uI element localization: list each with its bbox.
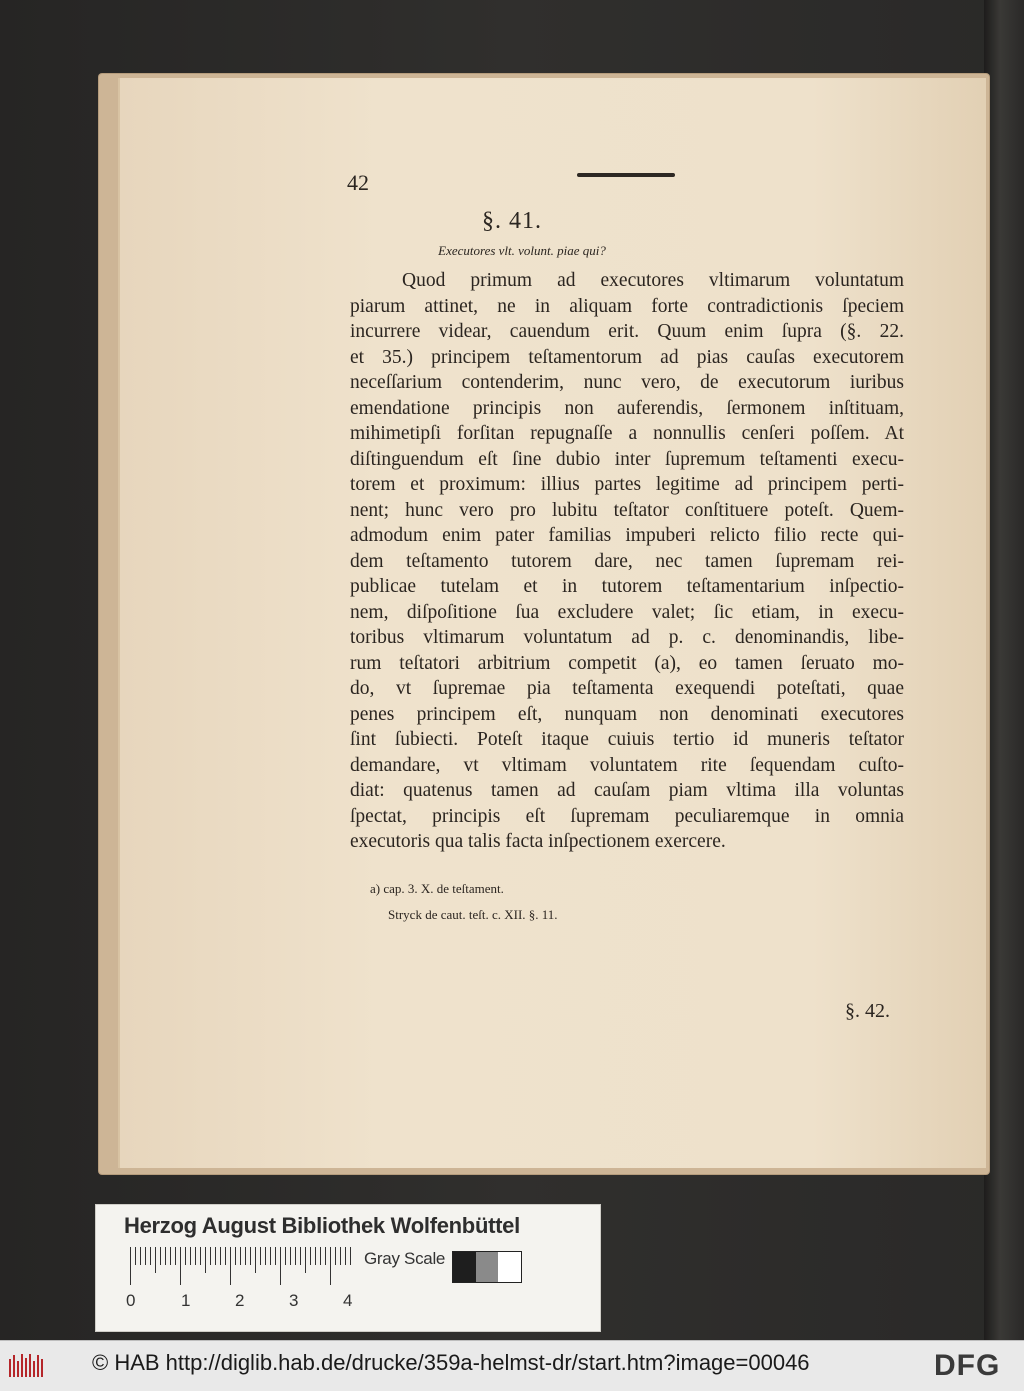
ruler-tick (160, 1247, 161, 1265)
footnote: Stryck de caut. teſt. c. XII. §. 11. (388, 907, 558, 922)
footnote: a) cap. 3. X. de teſtament. (370, 881, 504, 896)
ruler-tick (235, 1247, 236, 1265)
ruler-tick (195, 1247, 196, 1265)
ruler-tick (280, 1247, 281, 1285)
ruler-tick (250, 1247, 251, 1265)
ruler-tick (135, 1247, 136, 1265)
ruler-tick (175, 1247, 176, 1265)
library-name: Herzog August Bibliothek Wolfenbüttel (124, 1213, 520, 1238)
text-line: demandare, vt vltimam voluntatem rite ſequendam cuſto- (350, 754, 904, 776)
ruler (130, 1247, 350, 1285)
color-calibration-bar (95, 1204, 601, 1332)
text-line: mihimetipſi forſitan repugnaſſe a nonnullis cenſeri poſſem. At (350, 423, 904, 444)
ruler-tick (200, 1247, 201, 1265)
ruler-number: 1 (181, 1291, 191, 1310)
section-subtitle: Executores vlt. volunt. piae qui? (438, 243, 606, 258)
ruler-tick (275, 1247, 276, 1265)
text-line: torem et proximum: illius partes legitime ad principem perti- (350, 474, 904, 495)
text-line: nem, diſpoſitione ſua excludere valet; ſic etiam, in execu- (350, 601, 904, 623)
ruler-tick (285, 1247, 286, 1265)
ruler-tick (210, 1247, 211, 1265)
ruler-tick (270, 1247, 271, 1265)
text-line: executoris qua talis facta inſpectionem exercere. (350, 831, 726, 852)
ruler-tick (205, 1247, 206, 1273)
text-line: ſint ſubiecti. Poteſt itaque cuiuis tertio id muneris teſtator (350, 729, 904, 750)
ruler-tick (240, 1247, 241, 1265)
ruler-tick (305, 1247, 306, 1273)
text-line: piarum attinet, ne in aliquam forte contradictionis ſpeciem (350, 295, 904, 317)
ruler-tick (230, 1247, 231, 1285)
text-line: rum teſtatori arbitrium competit (a), eo tamen ſeruato mo- (350, 652, 904, 674)
gray-swatch (476, 1252, 499, 1282)
ruler-tick (185, 1247, 186, 1265)
ruler-tick (330, 1247, 331, 1285)
ruler-tick (215, 1247, 216, 1265)
ruler-tick (350, 1247, 351, 1265)
ruler-tick (290, 1247, 291, 1265)
ruler-number: 0 (126, 1291, 136, 1310)
catchword: §. 42. (845, 1000, 890, 1022)
ruler-tick (180, 1247, 181, 1285)
ruler-tick (145, 1247, 146, 1265)
text-line: diſtinguendum eſt ſine dubio inter ſupremum teſtamenti execu- (350, 448, 904, 470)
book-binding-edge (984, 0, 1024, 1340)
ruler-tick (170, 1247, 171, 1265)
text-line: dem teſtamento tutorem dare, nec tamen ſupremam rei- (350, 550, 904, 572)
gray-scale-swatches (452, 1251, 522, 1283)
ruler-tick (315, 1247, 316, 1265)
ruler-tick (295, 1247, 296, 1265)
ruler-tick (140, 1247, 141, 1265)
text-line: Quod primum ad executores vltimarum voluntatum (402, 270, 904, 291)
text-line: emendatione principis non auferendis, ſermonem inſtituam, (350, 397, 904, 419)
text-line: nent; hunc vero pro lubitu teſtator conſtituere poteſt. Quem- (350, 499, 904, 521)
page-number: 42 (347, 170, 369, 195)
ruler-tick (345, 1247, 346, 1265)
ruler-tick (340, 1247, 341, 1265)
ruler-number: 4 (343, 1291, 353, 1310)
text-line: admodum enim pater familias impuberi relicto filio recte qui- (350, 525, 904, 546)
ruler-tick (260, 1247, 261, 1265)
gray-swatch (453, 1252, 476, 1282)
gray-swatch (498, 1252, 521, 1282)
text-line: neceſſarium contenderim, nunc vero, de executorum iuribus (350, 372, 904, 393)
text-line: incurrere videar, cauendum erit. Quum enim ſupra (§. 22. (350, 321, 904, 342)
text-line: ſpectat, principis eſt ſupremam peculiaremque in omnia (350, 805, 904, 827)
footer-bar (0, 1340, 1024, 1391)
ruler-tick (335, 1247, 336, 1265)
text-line: penes principem eſt, nunquam non denominati executores (350, 703, 904, 725)
section-heading: §. 41. (482, 208, 542, 234)
ruler-number: 2 (235, 1291, 245, 1310)
text-line: diat: quatenus tamen ad cauſam piam vltima illa voluntas (350, 780, 904, 801)
ruler-tick (310, 1247, 311, 1265)
grayscale-label: Gray Scale (364, 1249, 446, 1268)
header-ornament-rule (577, 173, 675, 177)
dfg-logo: DFG (934, 1349, 1001, 1382)
ruler-tick (300, 1247, 301, 1265)
footnotes (370, 876, 558, 928)
ruler-tick (155, 1247, 156, 1273)
ruler-tick (255, 1247, 256, 1273)
text-line: toribus vltimarum voluntatum ad p. c. denominandis, libe- (350, 627, 904, 648)
text-line: publicae tutelam et in tutorem teſtamentarium inſpectio- (350, 576, 904, 597)
ruler-tick (325, 1247, 326, 1265)
ruler-tick (320, 1247, 321, 1265)
ruler-tick (225, 1247, 226, 1265)
ruler-tick (165, 1247, 166, 1265)
ruler-tick (150, 1247, 151, 1265)
text-line: et 35.) principem teſtamentorum ad pias cauſas executorem (350, 346, 904, 368)
ruler-tick (220, 1247, 221, 1265)
ruler-tick (265, 1247, 266, 1265)
ruler-tick (245, 1247, 246, 1265)
ruler-number: 3 (289, 1291, 299, 1310)
body-text (350, 268, 904, 855)
hab-logo-icon (8, 1353, 46, 1379)
copyright-link-text[interactable]: © HAB http://diglib.hab.de/drucke/359a-helmst-dr/start.htm?image=00046 (92, 1350, 810, 1375)
ruler-tick (190, 1247, 191, 1265)
ruler-tick (130, 1247, 131, 1285)
text-line: do, vt ſupremae pia teſtamenta exequendi poteſtati, quae (350, 678, 904, 699)
